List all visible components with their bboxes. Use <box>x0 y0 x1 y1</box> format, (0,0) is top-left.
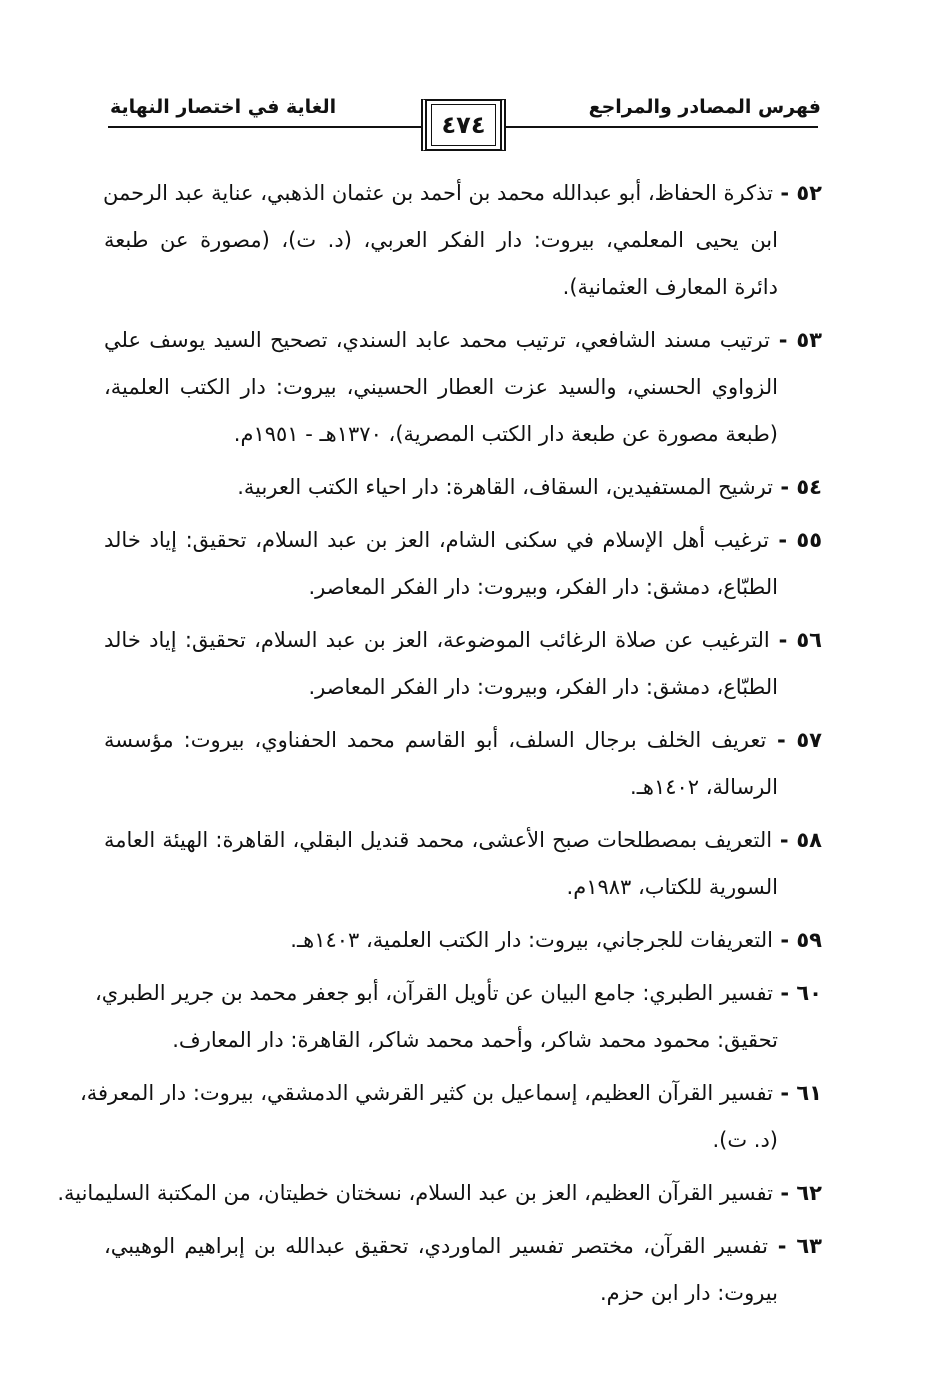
entry-text: ترغيب أهل الإسلام في سكنى الشام، العز بن عبد السلام، تحقيق: إياد خالد <box>104 528 770 552</box>
entry-line <box>104 1223 822 1270</box>
entry-dash: - <box>773 1181 797 1205</box>
bibliography-entry <box>104 717 822 811</box>
entry-dash: - <box>769 528 797 552</box>
entry-dash: - <box>767 1234 797 1258</box>
entry-line <box>57 1170 822 1217</box>
entry-text: الزواوي الحسني، والسيد عزت العطار الحسيني، بيروت: دار الكتب العلمية، <box>104 375 778 399</box>
bibliography-entry <box>57 1170 822 1217</box>
entry-line <box>104 664 822 711</box>
page-header <box>0 0 939 170</box>
bibliography-entry <box>104 817 822 911</box>
entry-line <box>104 1270 822 1317</box>
bibliography-entry <box>104 917 822 964</box>
entry-line <box>104 817 822 864</box>
entry-text: ابن يحيى المعلمي، بيروت: دار الفكر العربي، (د. ت)، (مصورة عن طبعة <box>104 228 778 252</box>
entry-dash: - <box>773 928 797 952</box>
entry-line <box>104 717 822 764</box>
entry-number: ٥٢ <box>796 181 822 205</box>
running-title-right: فهرس المصادر والمراجع <box>588 96 821 118</box>
entry-number: ٥٩ <box>796 928 822 952</box>
entry-text: تفسير القرآن، مختصر تفسير الماوردي، تحقيق عبدالله بن إبراهيم الوهيبي، <box>104 1234 768 1258</box>
bibliography-entry <box>104 317 822 458</box>
page-number-frame <box>421 99 506 151</box>
header-rule-right <box>506 126 818 128</box>
entry-text: الطبّاع، دمشق: دار الفكر، وبيروت: دار الفكر المعاصر. <box>308 675 778 699</box>
entry-line <box>104 917 822 964</box>
bibliography-entry <box>104 1223 822 1317</box>
entry-line <box>104 864 822 911</box>
entry-number: ٦١ <box>796 1081 822 1105</box>
entry-text: التعريفات للجرجاني، بيروت: دار الكتب العلمية، ١٤٠٣هـ. <box>290 928 774 952</box>
entry-number: ٦٣ <box>796 1234 822 1258</box>
entry-text: تحقيق: محمود محمد شاكر، وأحمد محمد شاكر، القاهرة: دار المعارف. <box>172 1028 778 1052</box>
entry-text: تفسير القرآن العظيم، إسماعيل بن كثير القرشي الدمشقي، بيروت: دار المعرفة، <box>79 1081 774 1105</box>
entry-text: تعريف الخلف برجال السلف، أبو القاسم محمد الحفناوي، بيروت: مؤسسة <box>104 728 767 752</box>
entry-text: ترتيب مسند الشافعي، ترتيب محمد عابد السندي، تصحيح السيد يوسف علي <box>104 328 770 352</box>
entry-line <box>104 517 822 564</box>
entry-text: التعريف بمصطلحات صبح الأعشى، محمد قنديل البقلي، القاهرة: الهيئة العامة <box>104 828 773 852</box>
entry-dash: - <box>766 728 797 752</box>
entry-number: ٥٤ <box>796 475 822 499</box>
entry-dash: - <box>772 828 797 852</box>
entry-text: بيروت: دار ابن حزم. <box>599 1281 778 1305</box>
entry-line <box>104 217 822 264</box>
entry-line <box>104 170 822 217</box>
entry-text: تفسير الطبري: جامع البيان عن تأويل القرآن، أبو جعفر محمد بن جرير الطبري، <box>94 981 774 1005</box>
entry-number: ٥٨ <box>796 828 822 852</box>
entry-dash: - <box>773 181 797 205</box>
bibliography-entry <box>94 970 822 1064</box>
entry-line <box>104 564 822 611</box>
entry-text: (د. ت). <box>712 1128 778 1152</box>
entry-text: (طبعة مصورة عن طبعة دار الكتب المصرية)، ١٣٧٠هـ - ١٩٥١م. <box>233 422 778 446</box>
bibliography-entry <box>104 170 822 311</box>
entry-number: ٦٠ <box>796 981 822 1005</box>
entry-text: السورية للكتاب، ١٩٨٣م. <box>566 875 778 899</box>
entry-line <box>104 411 822 458</box>
entry-text: دائرة المعارف العثمانية). <box>562 275 778 299</box>
entry-line <box>104 764 822 811</box>
bibliography-entry <box>79 1070 822 1164</box>
bibliography-entry <box>104 517 822 611</box>
entry-text: تفسير القرآن العظيم، العز بن عبد السلام، نسختان خطيتان، من المكتبة السليمانية. <box>57 1181 774 1205</box>
entry-number: ٥٧ <box>796 728 822 752</box>
entry-text: الترغيب عن صلاة الرغائب الموضوعة، العز بن عبد السلام، تحقيق: إياد خالد <box>104 628 770 652</box>
bibliography-entry <box>104 464 822 511</box>
page-number: ٤٧٤ <box>441 111 486 139</box>
running-title-left: الغاية في اختصار النهاية <box>110 96 337 118</box>
entry-text: الرسالة، ١٤٠٢هـ. <box>630 775 778 799</box>
entry-text: تذكرة الحفاظ، أبو عبدالله محمد بن أحمد بن عثمان الذهبي، عناية عبد الرحمن <box>103 181 774 205</box>
entry-number: ٥٦ <box>796 628 822 652</box>
entry-line <box>104 264 822 311</box>
entry-text: الطبّاع، دمشق: دار الفكر، وبيروت: دار الفكر المعاصر. <box>308 575 778 599</box>
entry-number: ٥٥ <box>796 528 823 552</box>
entry-dash: - <box>769 328 797 352</box>
entry-text: ترشيح المستفيدين، السقاف، القاهرة: دار احياء الكتب العربية. <box>237 475 774 499</box>
header-rule-left <box>108 126 421 128</box>
entry-line <box>104 617 822 664</box>
entry-number: ٦٢ <box>796 1181 822 1205</box>
bibliography-list <box>57 170 823 1323</box>
entry-line <box>104 1017 822 1064</box>
entry-dash: - <box>773 981 797 1005</box>
entry-line <box>94 970 822 1017</box>
entry-line <box>104 1117 822 1164</box>
entry-dash: - <box>773 1081 797 1105</box>
entry-line <box>79 1070 822 1117</box>
entry-number: ٥٣ <box>796 328 822 352</box>
entry-line <box>104 364 822 411</box>
entry-line <box>104 317 822 364</box>
bibliography-entry <box>104 617 822 711</box>
entry-line <box>104 464 822 511</box>
entry-dash: - <box>769 628 797 652</box>
entry-dash: - <box>773 475 797 499</box>
